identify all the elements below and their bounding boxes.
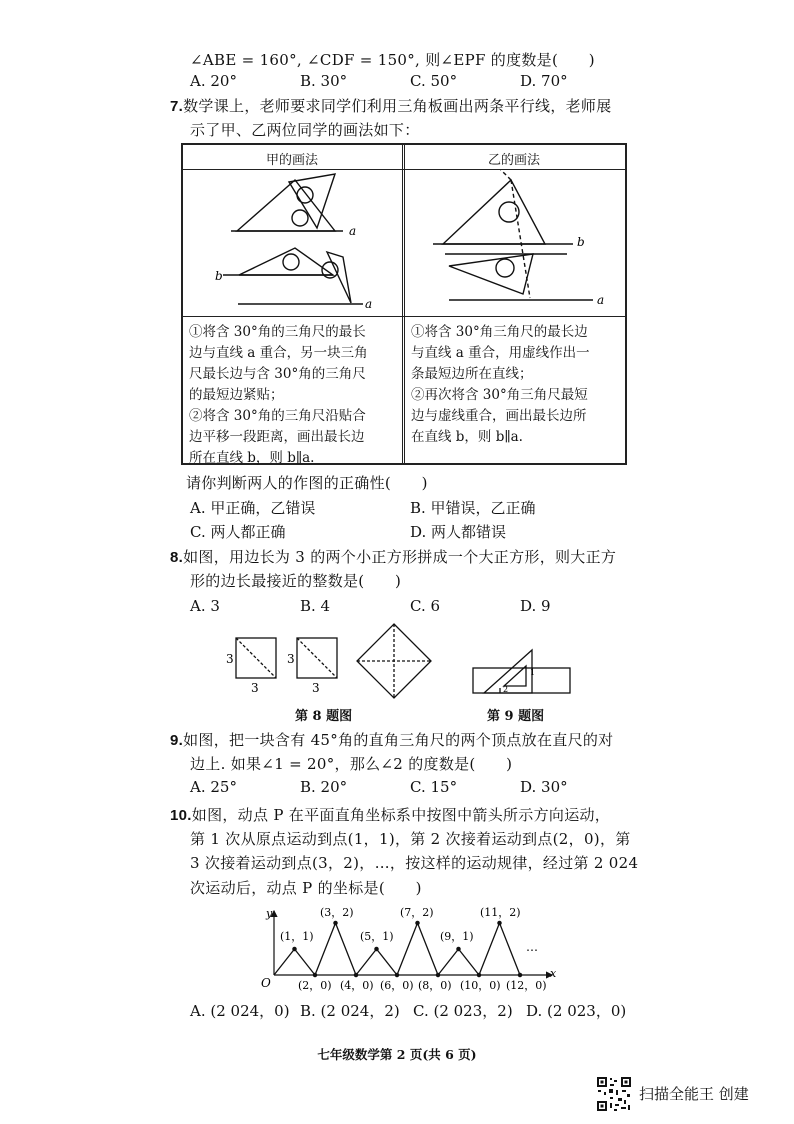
point-label-10-0: (10，0) xyxy=(460,979,501,992)
point-label-4-0: (4，0) xyxy=(340,979,374,992)
motion-segment xyxy=(438,949,459,975)
q10-stem-line-1: 10.如图，动点 P 在平面直角坐标系中按图中箭头所示方向运动， xyxy=(170,806,611,824)
point-label-3-2: (3，2) xyxy=(320,906,354,919)
point-label-2-0: (2，0) xyxy=(298,979,332,992)
point-label-1-1: (1，1) xyxy=(280,930,314,943)
q10-coordinate-graph xyxy=(250,903,570,993)
y-axis-label: y xyxy=(266,907,273,920)
jia-label-a: a xyxy=(349,224,357,238)
yi-label-b: b xyxy=(577,235,585,249)
jia-figure xyxy=(183,170,402,316)
q8-caption: 第 8 题图 xyxy=(295,709,353,724)
qr-code-icon xyxy=(596,1076,632,1112)
q8-number: 8. xyxy=(170,549,184,566)
jia-label-b: b xyxy=(215,269,223,283)
q9-option-a: A. 25° xyxy=(190,778,237,796)
q10-option-d: D. (2 023，0) xyxy=(526,1002,627,1020)
q10-stem-line-3: 3 次接着运动到点(3，2)，…，按这样的运动规律，经过第 2 024 xyxy=(190,854,639,872)
q8-option-a: A. 3 xyxy=(190,597,220,615)
motion-segment xyxy=(459,949,480,975)
q8-stem-line-2: 形的边长最接近的整数是( ) xyxy=(190,572,402,590)
q10-number: 10. xyxy=(170,807,192,824)
point-label-9-1: (9，1) xyxy=(440,930,474,943)
q10-stem-line-4: 次运动后，动点 P 的坐标是( ) xyxy=(190,879,422,897)
point-label-7-2: (7，2) xyxy=(400,906,434,919)
q7-stem-line-1: 7.数学课上，老师要求同学们利用三角板画出两条平行线，老师展 xyxy=(170,97,612,115)
page-footer: 七年级数学第 2 页(共 6 页) xyxy=(317,1047,477,1062)
q8-option-b: B. 4 xyxy=(300,597,331,615)
point-label-6-0: (6，0) xyxy=(380,979,414,992)
q7-method-table xyxy=(181,143,627,465)
q10-option-b: B. (2 024，2) xyxy=(300,1002,400,1020)
q6-option-b: B. 30° xyxy=(300,72,348,90)
motion-point xyxy=(518,973,521,976)
q9-angle-1-label: 1 xyxy=(530,668,536,677)
q6-option-a: A. 20° xyxy=(190,72,237,90)
q7-option-b: B. 甲错误，乙正确 xyxy=(410,499,536,517)
q8-figure xyxy=(220,618,440,708)
point-label-12-0: (12，0) xyxy=(506,979,547,992)
q9-caption: 第 9 题图 xyxy=(487,709,545,724)
motion-segment xyxy=(295,949,316,975)
q10-option-a: A. (2 024，0) xyxy=(190,1002,290,1020)
point-label-11-2: (11，2) xyxy=(480,906,521,919)
jia-description: ①将含 30°角的三角尺的最长 边与直线 a 重合，另一块三角 尺最长边与含 30°角的三角尺 的最短边紧贴； ②将含 30°角的三角尺沿贴合 边平移一段距离，画出最长边 所在直线 b，则 b∥a. xyxy=(189,324,368,466)
q9-option-c: C. 15° xyxy=(410,778,458,796)
q7-option-c: C. 两人都正确 xyxy=(190,523,286,541)
q9-angle-2-label: 2 xyxy=(503,685,509,694)
q6-option-d: D. 70° xyxy=(520,72,568,90)
q9-stem-line-2: 边上. 如果∠1 = 20°，那么∠2 的度数是( ) xyxy=(190,755,513,773)
graph-ellipsis: … xyxy=(526,940,538,954)
point-label-8-0: (8，0) xyxy=(418,979,452,992)
origin-label: O xyxy=(261,976,271,990)
motion-segment xyxy=(500,923,521,975)
q8-side-label-2: 3 xyxy=(251,681,259,695)
q6-option-c: C. 50° xyxy=(410,72,458,90)
motion-segment xyxy=(479,923,500,975)
q8-option-c: C. 6 xyxy=(410,597,441,615)
motion-segment xyxy=(356,949,377,975)
q8-side-label-3: 3 xyxy=(287,652,295,666)
q10-option-c: C. (2 023，2) xyxy=(413,1002,513,1020)
motion-segment xyxy=(315,923,336,975)
x-axis-label: x xyxy=(550,967,557,980)
motion-segment xyxy=(336,923,357,975)
q7-stem-line-2: 示了甲、乙两位同学的画法如下： xyxy=(190,121,420,139)
q8-option-d: D. 9 xyxy=(520,597,551,615)
q9-option-b: B. 20° xyxy=(300,778,348,796)
q9-number: 9. xyxy=(170,732,184,749)
motion-segment xyxy=(418,923,439,975)
q7-option-d: D. 两人都错误 xyxy=(410,523,507,541)
q8-side-label-4: 3 xyxy=(312,681,320,695)
q9-stem-line-1: 9.如图，把一块含有 45°角的直角三角尺的两个顶点放在直尺的对 xyxy=(170,731,614,749)
head-yi: 乙的画法 xyxy=(487,153,540,168)
yi-description: ①将含 30°角三角尺的最长边 与直线 a 重合，用虚线作出一 条最短边所在直线； ②再次将含 30°角三角尺最短 边与虚线重合，画出最长边所 在直线 b，则 b∥a. xyxy=(411,324,590,445)
point-label-5-1: (5，1) xyxy=(360,930,394,943)
yi-figure xyxy=(405,170,627,316)
motion-segment xyxy=(397,923,418,975)
head-jia: 甲的画法 xyxy=(265,153,318,168)
q6-stem: ∠ABE = 160°, ∠CDF = 150°, 则∠EPF 的度数是( ) xyxy=(190,51,595,69)
q10-stem-line-2: 第 1 次从原点运动到点(1，1)，第 2 次接着运动到点(2，0)，第 xyxy=(190,830,631,848)
motion-segment xyxy=(274,949,295,975)
q8-stem-line-1: 8.如图，用边长为 3 的两个小正方形拼成一个大正方形，则大正方 xyxy=(170,548,617,566)
q9-figure xyxy=(470,648,580,698)
yi-label-a: a xyxy=(597,293,605,307)
q7-option-a: A. 甲正确，乙错误 xyxy=(190,499,316,517)
q7-question: 请你判断两人的作图的正确性( ) xyxy=(186,474,428,492)
jia-label-a2: a xyxy=(365,297,373,311)
q9-option-d: D. 30° xyxy=(520,778,568,796)
q7-number: 7. xyxy=(170,98,184,115)
scanner-brand-text: 扫描全能王 创建 xyxy=(639,1085,749,1103)
motion-segment xyxy=(377,949,398,975)
q8-side-label-1: 3 xyxy=(226,652,234,666)
